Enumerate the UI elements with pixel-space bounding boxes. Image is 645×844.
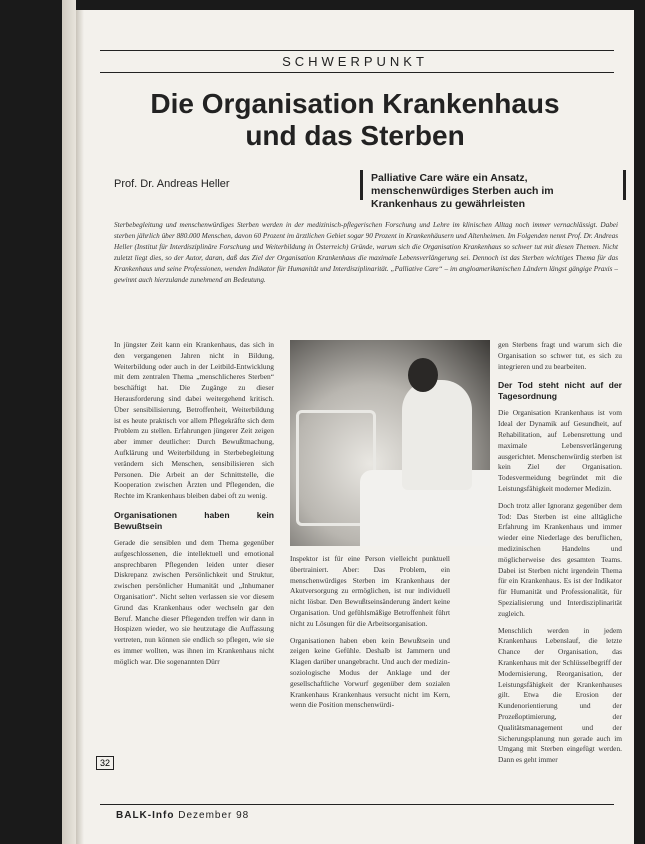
- footer: [116, 810, 249, 821]
- page-binding-edge: [62, 0, 76, 844]
- col2-paragraph-1: Inspektor ist für eine Person vielleicht punktuell übertrainiert. Aber: Das Problem, ein menschenwürdiges Sterben im Krankenhaus der Akutversorgung zu ermöglichen, ist nur individuell nicht lösbar. Den Bewußtseinsänderung ändert keine Organisation. Und gefühlsmäßige Betroffenheit führt nicht zu Lösungen für die Arbeitsorganisation.: [290, 554, 450, 628]
- section-label: SCHWERPUNKT: [282, 54, 428, 69]
- col3-paragraph-3: Doch trotz aller Ignoranz gegenüber dem Tod: Das Sterben ist eine alltägliche Erfahrung im Krankenhaus und immer wieder eine Niederlage des beruflichen, medizinischen Handelns und möglicherweise des gesamten Teams. Dabei ist Sterben nicht irgendein Thema für ein Krankenhaus. Es ist der Indikator für Humanität und Professionalität, für Spezialisierung und Interdisziplinarität zugleich.: [498, 500, 622, 618]
- article-title: [76, 88, 634, 152]
- col3-paragraph-2: Die Organisation Krankenhaus ist vom Ideal der Dynamik auf Gesundheit, auf Rehabilitation, auf Lebensrettung und maximale Lebensverlängerung ausgerichtet. Menschenwürdig sterben ist kein Ziel der Organisation. Todesvermeidung begründet mit die Leistungsfähigkeit moderner Medizin.: [498, 408, 622, 493]
- author-name: Prof. Dr. Andreas Heller: [114, 178, 230, 190]
- footer-rule: [100, 804, 614, 805]
- col3-paragraph-1: gen Sterbens fragt und warum sich die Organisation so schwer tut, es sich zu integrieren und zu bearbeiten.: [498, 340, 622, 371]
- page-number: 32: [96, 756, 114, 770]
- column-1: [114, 340, 274, 780]
- col1-subheading: Organisationen haben kein Bewußtsein: [114, 509, 274, 531]
- col1-paragraph-2: Gerade die sensiblen und dem Thema gegenüber aufgeschlossenen, die intellektuell und emotional ansprechbaren Pflegenden leiden unter dieser Diskrepanz zwischen Persönlichkeit und Struktur, zwischen persönlicher Humanität und „Inhumaner Organisation“. Nicht selten verlassen sie vor diesem Grund das Krankenhaus oder wechseln gar den Beruf. Manche dieser Pflegenden treffen wir dann in Hospizen wieder, wo sie heutzutage die Auffassung vertreten, nun können sie endlich so pflegen, wie sie es immer wollten, was ihnen im Krankenhaus nicht möglich war. Die sogenannten Dürr: [114, 537, 274, 666]
- col3-subheading: Der Tod steht nicht auf der Tagesordnung: [498, 380, 622, 402]
- header-rule-bottom: [100, 72, 614, 73]
- col2-paragraph-2: Organisationen haben eben kein Bewußtsein und zeigen keine Gefühle. Deshalb ist Jammern und Klagen darüber unangebracht. Und auch der medizin-soziologische Modus der Anklage und der gesellschaftliche Vorwurf gegenüber dem sozialen Krankenhaus Krankenhaus versucht nicht im Kern, wenn die Position menschenwürdi-: [290, 635, 450, 710]
- col3-paragraph-4: Menschlich werden in jedem Krankenhaus Lebenslauf, die letzte Chance der Organisation, das Krankenhaus mit der Schlüsselbegriff der Modernisierung, Reorganisation, der Leistungsfähigkeit der Krankenhauses gilt. Etwa die Erosion der Kundenorientierung und der Prozeßoptimierung, der Qualitätsmanagement und der Sicherungsplanung nun gerade auch im Umgang mit Sterben eingefügt werden. Dann es geht immer: [498, 625, 622, 765]
- title-line-1: Die Organisation Krankenhaus: [150, 88, 560, 119]
- column-3: [498, 340, 622, 772]
- article-intro: Sterbebegleitung und menschenwürdiges Sterben werden in der medizinisch-pflegerischen Forschung und Lehre im klinischen Alltag noch immer vernachlässigt. Dabei sterben jährlich über 880.000 Menschen, davon 60 Prozent im ärztlichen Gebiet sogar 90 Prozent in Krankenhäusern und Altenheimen. Im Folgenden nennt Prof. Dr. Andreas Heller (Institut für Interdisziplinäre Forschung und Weiterbildung in Österreich) Gründe, warum sich die Organisation Krankenhaus so schwer tut mit diesen Themen. Nicht zuletzt liegt dies, so der Autor, daran, daß das Ziel der Organisation Krankenhaus die maximale Lebensverlängerung sei. Dennoch ist das Sterben wichtiges Thema für das Krankenhaus und seine Professionen, wenden Indikator für Humanität und Interdisziplinarität. „Palliative Care“ – im angloamerikanischen Ländern längst gängige Praxis – gewinnt auch hierzulande zunehmend an Bedeutung.: [114, 221, 618, 284]
- column-2: [290, 554, 450, 717]
- nurse-head: [408, 358, 438, 392]
- magazine-page: [76, 10, 634, 844]
- title-line-2: und das Sterben: [245, 120, 465, 151]
- footer-issue: Dezember 98: [178, 810, 250, 821]
- nurse-bedside-photo: [290, 340, 490, 546]
- col1-paragraph-1: In jüngster Zeit kann ein Krankenhaus, das sich in den vergangenen Jahren nicht in Bildung, Weiterbildung oder auch in der Leitbild-Entwicklung mit dem zentralen Thema „menschlicheres Sterben“ beschäftigt hat. Die Zugänge zu dieser Herausforderung sind dabei weitergehend kritisch. Über sensibilisierung, Betroffenheit, Weiterbildung ist es heute praktisch vor allem Pflegekräfte sich dem Problem zu stellen. Erfahrungen jüngerer Zeit zeigen aber immer deutlicher: Durch Bewußtmachung, Aufklärung und Weiterbildung in Sterbebegleitung verändern sich Menschen, sensibilisieren sich Personen. Die Arbeit an der Schnittstelle, die Kooperation zwischen Ärzten und Pflegenden, die Rechte im Krankenhaus bleiben dabei oft zu wenig.: [114, 340, 274, 501]
- footer-brand: BALK-Info: [116, 810, 175, 821]
- article-subtitle: Palliative Care wäre ein Ansatz, menschenwürdiges Sterben auch im Krankenhaus zu gewährleisten: [360, 170, 626, 200]
- header-rule-top: [100, 50, 614, 51]
- nurse-figure: [402, 380, 472, 490]
